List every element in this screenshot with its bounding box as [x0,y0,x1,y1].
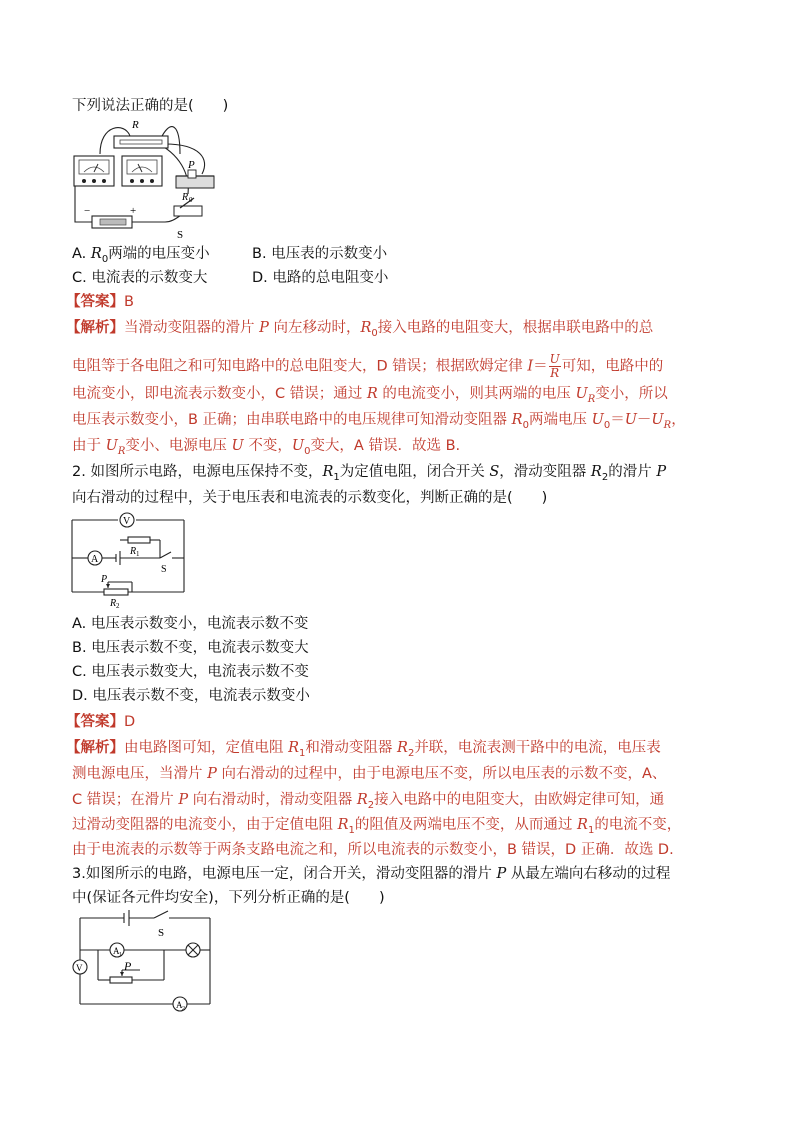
q1-analysis-line-2: 电阻等于各电阻之和可知电路中的总电阻变大，D 错误；根据欧姆定律 I＝ $\frac{U}{R}$ 可知，电路中的 [72,352,664,380]
q1-analysis-line-1: 【解析】当滑动变阻器的滑片 P 向左移动时，$R_0$接入电路的电阻变大，根据串联电路中的总 [66,320,654,339]
q1-fig-label-r0-sub: 0 [189,196,193,204]
q3-fig-p-label: P [124,959,132,973]
q1-option-d: D. 电路的总电阻变小 [252,270,389,286]
q1-option-a: A. $R_0$两端的电压变小 [72,246,210,265]
q2-fig-r2-label: R [110,598,117,608]
q1-option-c: C. 电流表的示数变大 [72,270,208,286]
q2-analysis-line-3: C 错误；在滑片 P 向右滑动时，滑动变阻器 $R_2$接入电路中的电阻变大，由欧姆定律可知，通 [72,792,665,811]
q3-fig-switch-label: S [158,927,165,939]
q2-stem-line-2: 向右滑动的过程中，关于电压表和电流表的示数变化，判断正确的是( ) [72,490,548,506]
answer-tag: 【答案】 [66,714,124,730]
q2-option-b: B. 电压表示数不变，电流表示数变大 [72,640,309,656]
q2-fig-voltmeter-label: V [123,516,131,527]
q2-stem-line-1: 2. 如图所示电路，电源电压保持不变，$R_1$为定值电阻，闭合开关 S，滑动变阻器 $R_2$的滑片 P [72,464,667,483]
q1-fig-label-r: R [132,119,139,131]
q3-fig-a1-label: A [113,946,120,956]
q1-analysis-line-4: 电压表示数变小，B 正确；由串联电路中的电压规律可知滑动变阻器 $R_0$两端电压 $U_0=U-U_R$， [72,412,686,431]
q2-fig-r2-sub: 2 [116,602,120,608]
q2-analysis-line-2: 测电源电压，当滑片 P 向右滑动的过程中，由于电源电压不变，所以电压表的示数不变，A、 [72,766,667,782]
q2-option-d: D. 电压表示数不变，电流表示数变小 [72,688,310,704]
q2-fig-switch-label: S [161,564,167,575]
q2-fig-r1-sub: 1 [136,550,140,558]
q2-fig-p-label: P [101,574,108,585]
q1-fig-label-r0: R [182,192,189,203]
q3-fig-a1-sub: 1 [119,952,122,958]
q2-analysis-line-4: 过滑动变阻器的电流变小，由于定值电阻 $R_1$的阻值及两端电压不变，从而通过 $R_1$的电流不变， [72,817,682,836]
q2-circuit-figure [68,510,188,608]
q1-answer: 【答案】B [66,294,134,310]
q2-option-a: A. 电压表示数变小，电流表示数不变 [72,616,309,632]
q1-option-b: B. 电压表的示数变小 [252,246,388,262]
q1-fig-label-plus: + [130,205,137,217]
q3-fig-a2-sub: 2 [182,1006,185,1012]
q3-fig-a2-label: A [176,1000,183,1010]
q1-fig-label-p: P [188,159,195,171]
q1-fig-label-minus: − [84,205,91,217]
q1-circuit-figure [70,114,220,242]
q2-answer: 【答案】D [66,714,136,730]
analysis-tag: 【解析】 [66,740,124,756]
analysis-tag: 【解析】 [66,320,124,336]
answer-tag: 【答案】 [66,294,124,310]
q2-analysis-line-1: 【解析】由电路图可知，定值电阻 $R_1$和滑动变阻器 $R_2$并联，电流表测干路中的电流，电压表 [66,740,661,759]
q2-analysis-line-5: 由于电流表的示数等于两条支路电流之和，所以电流表的示数变小，B 错误，D 正确．故选 D. [72,842,674,858]
q1-fig-label-s: S [177,229,184,241]
fraction-u-over-r: $\frac{U}{R}$ [549,352,560,380]
q3-stem-line-2: 中(保证各元件均安全)，下列分析正确的是( ) [72,890,385,906]
q1-stem: 下列说法正确的是( ) [72,98,229,114]
q3-fig-voltmeter-label: V [76,963,83,973]
q2-option-c: C. 电压表示数变大，电流表示数不变 [72,664,309,680]
q3-circuit-figure [68,908,218,1012]
q3-stem-line-1: 3.如图所示的电路，电源电压一定，闭合开关，滑动变阻器的滑片 P 从最左端向右移动的过程 [72,866,671,882]
q2-fig-r1-label: R [130,546,137,557]
q2-fig-ammeter-label: A [91,554,99,565]
q1-analysis-line-5: 由于 $U_R$变小、电源电压 U 不变，$U_0$变大，A 错误．故选 B. [72,438,461,457]
q1-analysis-line-3: 电流变小，即电流表示数变小，C 错误；通过 R 的电流变小，则其两端的电压 $U_R$变小，所以 [72,386,668,405]
